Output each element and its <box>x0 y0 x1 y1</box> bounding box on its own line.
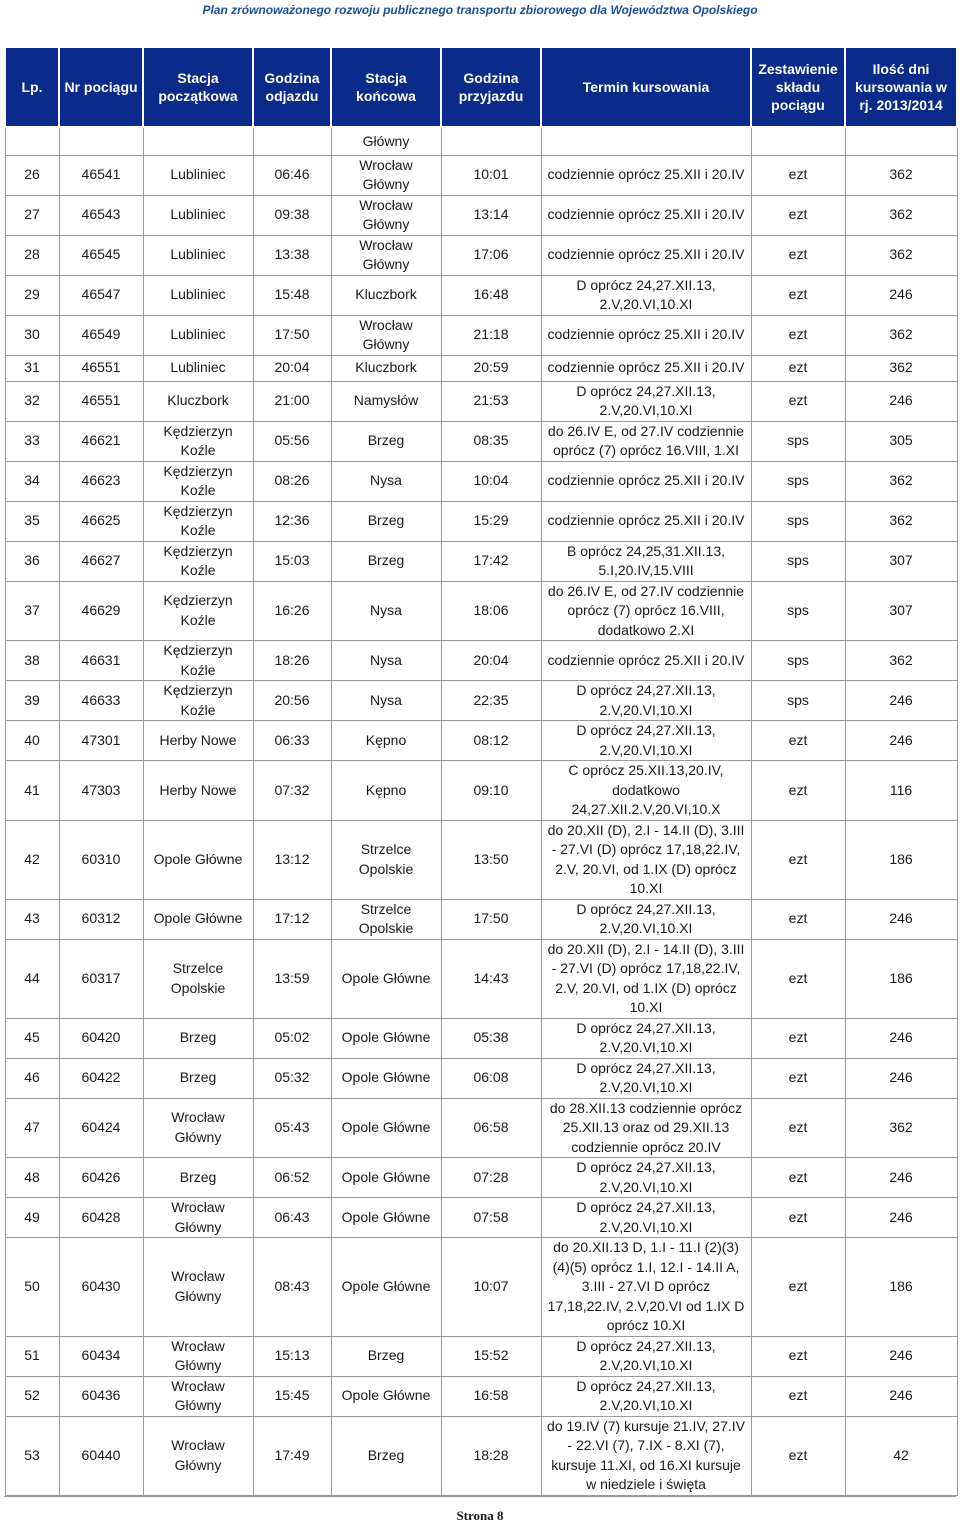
cell-train: sps <box>751 681 845 721</box>
cell-end: Wrocław Główny <box>331 315 441 355</box>
cell-train: ezt <box>751 1098 845 1158</box>
cell-end: Namysłów <box>331 381 441 421</box>
cell-days: 186 <box>845 939 957 1018</box>
cell-train: ezt <box>751 195 845 235</box>
cell-days: 186 <box>845 1238 957 1337</box>
cell-nr: 47301 <box>59 721 143 761</box>
cell-lp: 34 <box>5 461 59 501</box>
cell-end: Nysa <box>331 641 441 681</box>
cell-arr: 16:48 <box>441 275 541 315</box>
cell-arr: 10:01 <box>441 155 541 195</box>
cell-start: Strzelce Opolskie <box>143 939 253 1018</box>
document-title: Plan zrównoważonego rozwoju publicznego transportu zbiorowego dla Województwa Opolskiego <box>202 3 758 17</box>
cell-dep: 06:52 <box>253 1158 331 1198</box>
cell-dep: 15:13 <box>253 1336 331 1376</box>
cell-lp: 53 <box>5 1416 59 1495</box>
cell-lp: 28 <box>5 235 59 275</box>
cell-start: Kędzierzyn Koźle <box>143 501 253 541</box>
cell-dep: 18:26 <box>253 641 331 681</box>
cell-days: 246 <box>845 721 957 761</box>
cell-start: Wrocław Główny <box>143 1416 253 1495</box>
table-row <box>5 421 957 461</box>
table-row <box>5 315 957 355</box>
cell-days: 362 <box>845 155 957 195</box>
cell-end: Strzelce Opolskie <box>331 899 441 939</box>
cell-days: 246 <box>845 1336 957 1376</box>
table-row <box>5 541 957 581</box>
cell-end: Opole Główne <box>331 1098 441 1158</box>
cell-train: ezt <box>751 939 845 1018</box>
cell-term: codziennie oprócz 25.XII i 20.IV <box>541 355 751 381</box>
cell-nr: 46627 <box>59 541 143 581</box>
cell-end: Brzeg <box>331 421 441 461</box>
table-row <box>5 1058 957 1098</box>
cell-train: sps <box>751 581 845 641</box>
cell-lp: 36 <box>5 541 59 581</box>
cell-term: do 26.IV E, od 27.IV codziennie oprócz (7) oprócz 16.VIII, 1.XI <box>541 421 751 461</box>
cell-arr: 21:18 <box>441 315 541 355</box>
cell-dep: 06:33 <box>253 721 331 761</box>
table-row <box>5 641 957 681</box>
cell-nr: 60424 <box>59 1098 143 1158</box>
table-row <box>5 1416 957 1495</box>
cell-days: 362 <box>845 355 957 381</box>
cell-term: D oprócz 24,27.XII.13, 2.V,20.VI,10.XI <box>541 1376 751 1416</box>
cell-term: do 20.XII.13 D, 1.I - 11.I (2)(3)(4)(5) oprócz 1.I, 12.I - 14.II A, 3.III - 27.VI D oprócz 17,18,22.IV, 2.V,20.VI od 1.IX D oprócz 10.XI <box>541 1238 751 1337</box>
cell-start: Kędzierzyn Koźle <box>143 581 253 641</box>
cell-term: D oprócz 24,27.XII.13, 2.V,20.VI,10.XI <box>541 1336 751 1376</box>
cell-start: Wrocław Główny <box>143 1336 253 1376</box>
cell-term: do 20.XII (D), 2.I - 14.II (D), 3.III - 27.VI (D) oprócz 17,18,22.IV, 2.V, 20.VI, od 1.IX (D) oprócz 10.XI <box>541 820 751 899</box>
cell-dep: 15:03 <box>253 541 331 581</box>
cell-arr: 09:10 <box>441 761 541 821</box>
cell-arr: 14:43 <box>441 939 541 1018</box>
table-row <box>5 355 957 381</box>
table-row <box>5 155 957 195</box>
cell-lp: 35 <box>5 501 59 541</box>
cell-end: Opole Główne <box>331 939 441 1018</box>
cell-term: D oprócz 24,27.XII.13, 2.V,20.VI,10.XI <box>541 1158 751 1198</box>
header-row <box>5 47 957 127</box>
cell-end: Strzelce Opolskie <box>331 820 441 899</box>
continuation-cell: Główny <box>331 127 441 155</box>
cell-train: ezt <box>751 275 845 315</box>
cell-days: 362 <box>845 195 957 235</box>
cell-arr: 17:06 <box>441 235 541 275</box>
cell-arr: 07:58 <box>441 1198 541 1238</box>
cell-arr: 08:35 <box>441 421 541 461</box>
cell-term: D oprócz 24,27.XII.13, 2.V,20.VI,10.XI <box>541 381 751 421</box>
cell-start: Wrocław Główny <box>143 1098 253 1158</box>
table-row <box>5 1336 957 1376</box>
cell-lp: 46 <box>5 1058 59 1098</box>
header-days: Ilość dni kursowania w rj. 2013/2014 <box>845 47 957 127</box>
cell-lp: 31 <box>5 355 59 381</box>
cell-end: Kępno <box>331 761 441 821</box>
cell-arr: 07:28 <box>441 1158 541 1198</box>
header-nr: Nr pociągu <box>59 47 143 127</box>
cell-days: 246 <box>845 1376 957 1416</box>
cell-start: Kędzierzyn Koźle <box>143 461 253 501</box>
table-row <box>5 761 957 821</box>
cell-days: 362 <box>845 461 957 501</box>
cell-end: Opole Główne <box>331 1158 441 1198</box>
cell-nr: 60422 <box>59 1058 143 1098</box>
cell-term: D oprócz 24,27.XII.13, 2.V,20.VI,10.XI <box>541 275 751 315</box>
cell-end: Brzeg <box>331 1416 441 1495</box>
cell-arr: 21:53 <box>441 381 541 421</box>
cell-nr: 46543 <box>59 195 143 235</box>
table-row <box>5 1198 957 1238</box>
cell-arr: 10:07 <box>441 1238 541 1337</box>
cell-days: 246 <box>845 681 957 721</box>
cell-nr: 60310 <box>59 820 143 899</box>
cell-nr: 60312 <box>59 899 143 939</box>
table-row <box>5 1018 957 1058</box>
cell-end: Wrocław Główny <box>331 195 441 235</box>
cell-lp: 27 <box>5 195 59 235</box>
cell-nr: 60420 <box>59 1018 143 1058</box>
cell-train: sps <box>751 541 845 581</box>
table-row <box>5 721 957 761</box>
cell-lp: 52 <box>5 1376 59 1416</box>
cell-term: codziennie oprócz 25.XII i 20.IV <box>541 501 751 541</box>
cell-nr: 60426 <box>59 1158 143 1198</box>
cell-nr: 46629 <box>59 581 143 641</box>
cell-dep: 21:00 <box>253 381 331 421</box>
cell-days: 362 <box>845 235 957 275</box>
cell-lp: 43 <box>5 899 59 939</box>
table-row <box>5 820 957 899</box>
cell-arr: 10:04 <box>441 461 541 501</box>
cell-nr: 46633 <box>59 681 143 721</box>
cell-days: 246 <box>845 381 957 421</box>
cell-lp: 50 <box>5 1238 59 1337</box>
table-row <box>5 275 957 315</box>
cell-train: ezt <box>751 1198 845 1238</box>
cell-start: Lubliniec <box>143 155 253 195</box>
cell-end: Nysa <box>331 461 441 501</box>
cell-dep: 17:12 <box>253 899 331 939</box>
cell-arr: 06:58 <box>441 1098 541 1158</box>
cell-end: Opole Główne <box>331 1238 441 1337</box>
cell-start: Wrocław Główny <box>143 1376 253 1416</box>
cell-term: D oprócz 24,27.XII.13, 2.V,20.VI,10.XI <box>541 899 751 939</box>
timetable <box>4 46 958 1496</box>
cell-end: Opole Główne <box>331 1198 441 1238</box>
table-row <box>5 1238 957 1337</box>
cell-dep: 07:32 <box>253 761 331 821</box>
cell-train: ezt <box>751 155 845 195</box>
cell-lp: 39 <box>5 681 59 721</box>
cell-arr: 16:58 <box>441 1376 541 1416</box>
cell-days: 307 <box>845 581 957 641</box>
cell-dep: 12:36 <box>253 501 331 541</box>
cell-end: Wrocław Główny <box>331 155 441 195</box>
cell-start: Lubliniec <box>143 195 253 235</box>
cell-dep: 05:43 <box>253 1098 331 1158</box>
cell-dep: 17:50 <box>253 315 331 355</box>
timetable-body <box>5 127 957 1495</box>
cell-arr: 22:35 <box>441 681 541 721</box>
cell-dep: 20:04 <box>253 355 331 381</box>
cell-term: codziennie oprócz 25.XII i 20.IV <box>541 461 751 501</box>
cell-nr: 46551 <box>59 355 143 381</box>
cell-arr: 17:50 <box>441 899 541 939</box>
cell-lp: 48 <box>5 1158 59 1198</box>
cell-term: B oprócz 24,25,31.XII.13, 5.I,20.IV,15.VIII <box>541 541 751 581</box>
cell-arr: 08:12 <box>441 721 541 761</box>
cell-lp: 45 <box>5 1018 59 1058</box>
cell-train: sps <box>751 421 845 461</box>
cell-lp: 30 <box>5 315 59 355</box>
cell-lp: 37 <box>5 581 59 641</box>
cell-train: sps <box>751 641 845 681</box>
cell-nr: 60434 <box>59 1336 143 1376</box>
cell-dep: 06:43 <box>253 1198 331 1238</box>
cell-days: 362 <box>845 501 957 541</box>
cell-train: ezt <box>751 355 845 381</box>
cell-start: Lubliniec <box>143 315 253 355</box>
cell-term: do 28.XII.13 codziennie oprócz 25.XII.13 oraz od 29.XII.13 codziennie oprócz 20.IV <box>541 1098 751 1158</box>
cell-days: 246 <box>845 1158 957 1198</box>
cell-nr: 46623 <box>59 461 143 501</box>
cell-days: 42 <box>845 1416 957 1495</box>
cell-days: 186 <box>845 820 957 899</box>
cell-train: sps <box>751 461 845 501</box>
cell-train: ezt <box>751 1018 845 1058</box>
cell-arr: 06:08 <box>441 1058 541 1098</box>
cell-start: Herby Nowe <box>143 721 253 761</box>
cell-dep: 05:56 <box>253 421 331 461</box>
cell-start: Kędzierzyn Koźle <box>143 421 253 461</box>
cell-dep: 13:59 <box>253 939 331 1018</box>
cell-term: do 20.XII (D), 2.I - 14.II (D), 3.III - 27.VI (D) oprócz 17,18,22.IV, 2.V, 20.VI, od 1.IX (D) oprócz 10.XI <box>541 939 751 1018</box>
footer-rule <box>4 1496 956 1497</box>
cell-end: Brzeg <box>331 541 441 581</box>
cell-start: Opole Główne <box>143 899 253 939</box>
cell-days: 305 <box>845 421 957 461</box>
cell-days: 246 <box>845 275 957 315</box>
cell-term: D oprócz 24,27.XII.13, 2.V,20.VI,10.XI <box>541 721 751 761</box>
cell-days: 362 <box>845 641 957 681</box>
cell-nr: 47303 <box>59 761 143 821</box>
cell-nr: 46631 <box>59 641 143 681</box>
cell-nr: 46551 <box>59 381 143 421</box>
cell-lp: 32 <box>5 381 59 421</box>
cell-nr: 60428 <box>59 1198 143 1238</box>
cell-nr: 46547 <box>59 275 143 315</box>
cell-dep: 06:46 <box>253 155 331 195</box>
cell-lp: 40 <box>5 721 59 761</box>
cell-start: Kluczbork <box>143 381 253 421</box>
cell-term: C oprócz 25.XII.13,20.IV, dodatkowo 24,27.XII.2.V,20.VI,10.X <box>541 761 751 821</box>
header-term: Termin kursowania <box>541 47 751 127</box>
cell-dep: 17:49 <box>253 1416 331 1495</box>
table-row <box>5 939 957 1018</box>
cell-nr: 60436 <box>59 1376 143 1416</box>
cell-lp: 41 <box>5 761 59 821</box>
cell-lp: 51 <box>5 1336 59 1376</box>
cell-end: Nysa <box>331 681 441 721</box>
table-row <box>5 501 957 541</box>
cell-end: Kluczbork <box>331 355 441 381</box>
cell-train: ezt <box>751 899 845 939</box>
cell-days: 246 <box>845 1018 957 1058</box>
cell-dep: 16:26 <box>253 581 331 641</box>
cell-dep: 13:38 <box>253 235 331 275</box>
header-end: Stacja końcowa <box>331 47 441 127</box>
cell-days: 362 <box>845 1098 957 1158</box>
table-row <box>5 1098 957 1158</box>
header-start: Stacja początkowa <box>143 47 253 127</box>
cell-dep: 20:56 <box>253 681 331 721</box>
table-row <box>5 1158 957 1198</box>
cell-train: ezt <box>751 721 845 761</box>
cell-dep: 13:12 <box>253 820 331 899</box>
cell-lp: 47 <box>5 1098 59 1158</box>
cell-train: ezt <box>751 1416 845 1495</box>
cell-start: Wrocław Główny <box>143 1238 253 1337</box>
cell-arr: 20:59 <box>441 355 541 381</box>
table-row <box>5 1376 957 1416</box>
cell-term: D oprócz 24,27.XII.13, 2.V,20.VI,10.XI <box>541 681 751 721</box>
cell-term: do 19.IV (7) kursuje 21.IV, 27.IV - 22.VI (7), 7.IX - 8.XI (7), kursuje 11.XI, od 16.XI kursuje w niedziele i święta <box>541 1416 751 1495</box>
cell-start: Brzeg <box>143 1058 253 1098</box>
cell-end: Opole Główne <box>331 1018 441 1058</box>
cell-train: ezt <box>751 761 845 821</box>
cell-days: 116 <box>845 761 957 821</box>
cell-train: ezt <box>751 1058 845 1098</box>
cell-end: Opole Główne <box>331 1058 441 1098</box>
cell-term: codziennie oprócz 25.XII i 20.IV <box>541 641 751 681</box>
cell-lp: 29 <box>5 275 59 315</box>
cell-start: Kędzierzyn Koźle <box>143 641 253 681</box>
header-lp: Lp. <box>5 47 59 127</box>
cell-days: 307 <box>845 541 957 581</box>
cell-dep: 08:43 <box>253 1238 331 1337</box>
cell-dep: 15:45 <box>253 1376 331 1416</box>
cell-nr: 46545 <box>59 235 143 275</box>
cell-nr: 60317 <box>59 939 143 1018</box>
table-row <box>5 581 957 641</box>
cell-arr: 18:06 <box>441 581 541 641</box>
cell-train: ezt <box>751 1238 845 1337</box>
header-arr: Godzina przyjazdu <box>441 47 541 127</box>
cell-lp: 26 <box>5 155 59 195</box>
cell-train: ezt <box>751 820 845 899</box>
cell-term: D oprócz 24,27.XII.13, 2.V,20.VI,10.XI <box>541 1018 751 1058</box>
cell-train: ezt <box>751 1376 845 1416</box>
cell-term: do 26.IV E, od 27.IV codziennie oprócz (7) oprócz 16.VIII, dodatkowo 2.XI <box>541 581 751 641</box>
cell-dep: 09:38 <box>253 195 331 235</box>
cell-nr: 46549 <box>59 315 143 355</box>
cell-term: codziennie oprócz 25.XII i 20.IV <box>541 195 751 235</box>
cell-start: Lubliniec <box>143 355 253 381</box>
cell-arr: 18:28 <box>441 1416 541 1495</box>
cell-end: Brzeg <box>331 501 441 541</box>
cell-lp: 49 <box>5 1198 59 1238</box>
cell-dep: 05:32 <box>253 1058 331 1098</box>
cell-arr: 05:38 <box>441 1018 541 1058</box>
cell-train: ezt <box>751 315 845 355</box>
cell-arr: 20:04 <box>441 641 541 681</box>
cell-days: 246 <box>845 1058 957 1098</box>
cell-end: Nysa <box>331 581 441 641</box>
cell-train: ezt <box>751 1336 845 1376</box>
page-number: Strona 8 <box>456 1508 504 1523</box>
cell-nr: 46621 <box>59 421 143 461</box>
cell-arr: 13:50 <box>441 820 541 899</box>
cell-dep: 05:02 <box>253 1018 331 1058</box>
cell-start: Lubliniec <box>143 275 253 315</box>
cell-start: Kędzierzyn Koźle <box>143 681 253 721</box>
cell-days: 246 <box>845 1198 957 1238</box>
cell-end: Opole Główne <box>331 1376 441 1416</box>
table-row <box>5 681 957 721</box>
cell-lp: 33 <box>5 421 59 461</box>
cell-end: Wrocław Główny <box>331 235 441 275</box>
cell-arr: 15:52 <box>441 1336 541 1376</box>
table-row <box>5 381 957 421</box>
table-row <box>5 235 957 275</box>
cell-nr: 46625 <box>59 501 143 541</box>
table-row <box>5 195 957 235</box>
cell-lp: 42 <box>5 820 59 899</box>
cell-start: Lubliniec <box>143 235 253 275</box>
cell-end: Kluczbork <box>331 275 441 315</box>
cell-arr: 17:42 <box>441 541 541 581</box>
cell-dep: 08:26 <box>253 461 331 501</box>
cell-term: D oprócz 24,27.XII.13, 2.V,20.VI,10.XI <box>541 1198 751 1238</box>
cell-term: codziennie oprócz 25.XII i 20.IV <box>541 315 751 355</box>
cell-nr: 60430 <box>59 1238 143 1337</box>
cell-term: D oprócz 24,27.XII.13, 2.V,20.VI,10.XI <box>541 1058 751 1098</box>
header-dep: Godzina odjazdu <box>253 47 331 127</box>
cell-term: codziennie oprócz 25.XII i 20.IV <box>541 235 751 275</box>
cell-dep: 15:48 <box>253 275 331 315</box>
table-row <box>5 461 957 501</box>
cell-nr: 60440 <box>59 1416 143 1495</box>
cell-train: ezt <box>751 1158 845 1198</box>
cell-train: ezt <box>751 235 845 275</box>
cell-start: Wrocław Główny <box>143 1198 253 1238</box>
cell-train: ezt <box>751 381 845 421</box>
cell-lp: 44 <box>5 939 59 1018</box>
cell-term: codziennie oprócz 25.XII i 20.IV <box>541 155 751 195</box>
cell-start: Brzeg <box>143 1018 253 1058</box>
cell-end: Brzeg <box>331 1336 441 1376</box>
cell-days: 362 <box>845 315 957 355</box>
cell-lp: 38 <box>5 641 59 681</box>
cell-train: sps <box>751 501 845 541</box>
cell-arr: 15:29 <box>441 501 541 541</box>
cell-days: 246 <box>845 899 957 939</box>
continuation-row <box>5 127 957 155</box>
cell-start: Brzeg <box>143 1158 253 1198</box>
cell-start: Kędzierzyn Koźle <box>143 541 253 581</box>
cell-start: Opole Główne <box>143 820 253 899</box>
table-row <box>5 899 957 939</box>
cell-nr: 46541 <box>59 155 143 195</box>
header-train: Zestawienie składu pociągu <box>751 47 845 127</box>
cell-end: Kępno <box>331 721 441 761</box>
cell-start: Herby Nowe <box>143 761 253 821</box>
cell-arr: 13:14 <box>441 195 541 235</box>
